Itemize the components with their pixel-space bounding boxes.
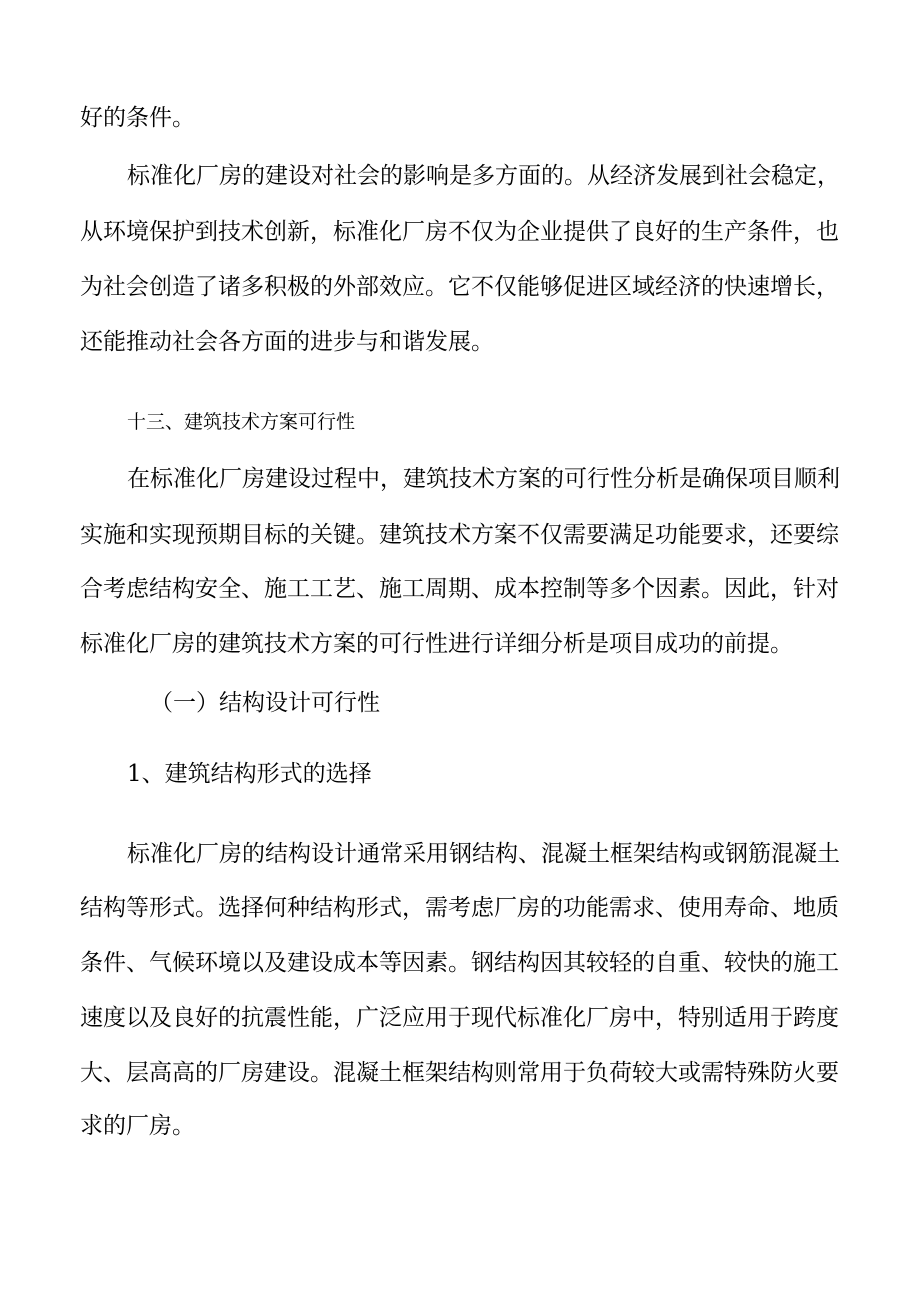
paragraph-line: 合考虑结构安全、施工工艺、施工周期、成本控制等多个因素。因此，针对 <box>80 576 839 602</box>
paragraph-line: 在标准化厂房建设过程中，建筑技术方案的可行性分析是确保项目顺利 <box>127 466 840 492</box>
paragraph-line: 还能推动社会各方面的进步与和谐发展。 <box>80 329 494 355</box>
subsection-heading: （一）结构设计可行性 <box>150 690 380 716</box>
paragraph-line: 标准化厂房的建筑技术方案的可行性进行详细分析是项目成功的前提。 <box>80 631 793 657</box>
paragraph-line: 标准化厂房的建设对社会的影响是多方面的。从经济发展到社会稳定， <box>127 163 840 189</box>
paragraph-line: 好的条件。 <box>80 105 195 131</box>
paragraph-line: 为社会创造了诸多积极的外部效应。它不仅能够促进区域经济的快速增长， <box>80 274 839 300</box>
section-heading: 十三、建筑技术方案可行性 <box>127 411 356 433</box>
paragraph-line: 实施和实现预期目标的关键。建筑技术方案不仅需要满足功能要求，还要综 <box>80 522 839 548</box>
paragraph-line: 标准化厂房的结构设计通常采用钢结构、混凝土框架结构或钢筋混凝土 <box>127 841 840 867</box>
paragraph-line: 大、层高高的厂房建设。混凝土框架结构则常用于负荷较大或需特殊防火要 <box>80 1060 839 1086</box>
paragraph-line: 求的厂房。 <box>80 1113 195 1139</box>
paragraph-line: 从环境保护到技术创新，标准化厂房不仅为企业提供了良好的生产条件，也 <box>80 219 839 245</box>
paragraph-line: 速度以及良好的抗震性能，广泛应用于现代标准化厂房中，特别适用于跨度 <box>80 1005 839 1031</box>
numbered-heading: 1、建筑结构形式的选择 <box>127 761 372 787</box>
paragraph-line: 结构等形式。选择何种结构形式，需考虑厂房的功能需求、使用寿命、地质 <box>80 895 839 921</box>
paragraph-line: 条件、气候环境以及建设成本等因素。钢结构因其较轻的自重、较快的施工 <box>80 950 839 976</box>
